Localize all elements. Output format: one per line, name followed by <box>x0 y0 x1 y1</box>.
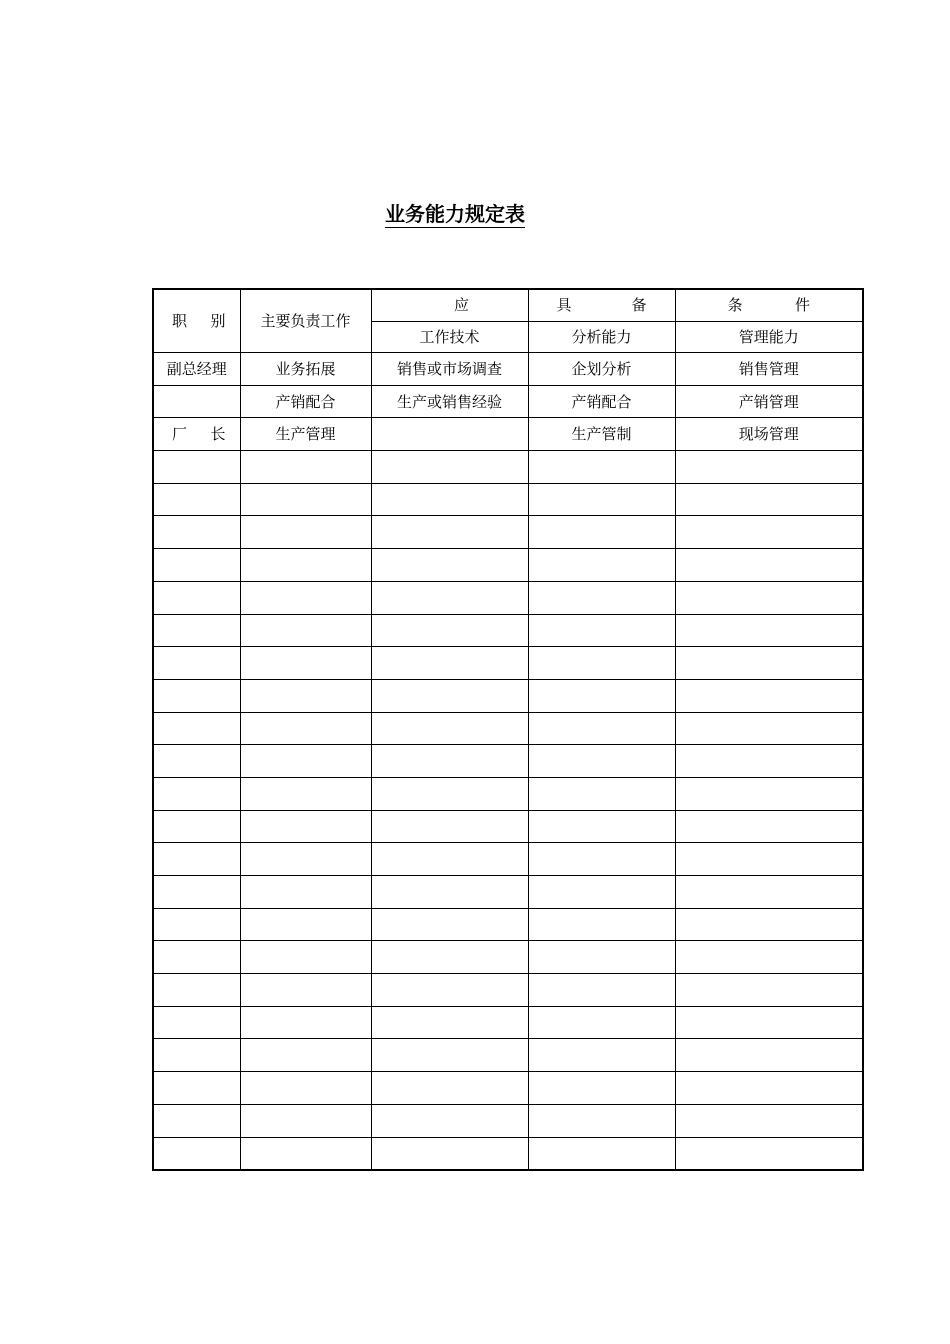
empty-cell <box>675 679 863 712</box>
empty-cell <box>528 549 675 582</box>
header-analysis: 分析能力 <box>528 321 675 353</box>
empty-cell <box>371 941 528 974</box>
empty-cell <box>528 647 675 680</box>
header-group-2: 具 备 <box>528 289 675 321</box>
empty-cell <box>675 1137 863 1170</box>
empty-cell <box>675 516 863 549</box>
empty-cell <box>675 876 863 909</box>
header-management: 管理能力 <box>675 321 863 353</box>
empty-row <box>153 581 863 614</box>
empty-cell <box>528 1072 675 1105</box>
empty-row <box>153 908 863 941</box>
empty-cell <box>528 679 675 712</box>
empty-row <box>153 614 863 647</box>
empty-cell <box>153 451 240 484</box>
empty-cell <box>371 745 528 778</box>
empty-cell <box>153 876 240 909</box>
cell-tech <box>371 418 528 451</box>
cell-management: 销售管理 <box>675 353 863 386</box>
empty-cell <box>240 549 371 582</box>
empty-cell <box>371 810 528 843</box>
empty-cell <box>240 745 371 778</box>
empty-cell <box>153 810 240 843</box>
empty-cell <box>371 516 528 549</box>
empty-row <box>153 876 863 909</box>
empty-row <box>153 941 863 974</box>
empty-cell <box>675 908 863 941</box>
empty-cell <box>240 1104 371 1137</box>
empty-cell <box>675 451 863 484</box>
empty-row <box>153 1072 863 1105</box>
cell-analysis: 企划分析 <box>528 353 675 386</box>
empty-cell <box>675 1104 863 1137</box>
empty-cell <box>240 679 371 712</box>
cell-tech: 销售或市场调查 <box>371 353 528 386</box>
table-row <box>153 353 863 386</box>
empty-cell <box>240 451 371 484</box>
empty-cell <box>240 777 371 810</box>
empty-cell <box>371 712 528 745</box>
empty-cell <box>240 1072 371 1105</box>
empty-cell <box>675 941 863 974</box>
empty-cell <box>528 876 675 909</box>
cell-management: 现场管理 <box>675 418 863 451</box>
empty-cell <box>240 647 371 680</box>
empty-cell <box>153 614 240 647</box>
empty-cell <box>675 1039 863 1072</box>
empty-cell <box>371 908 528 941</box>
empty-cell <box>528 614 675 647</box>
empty-cell <box>675 777 863 810</box>
empty-cell <box>528 908 675 941</box>
empty-cell <box>371 647 528 680</box>
empty-cell <box>240 483 371 516</box>
empty-cell <box>153 1072 240 1105</box>
empty-cell <box>240 1039 371 1072</box>
empty-cell <box>153 647 240 680</box>
empty-cell <box>371 777 528 810</box>
empty-cell <box>675 581 863 614</box>
empty-cell <box>528 1104 675 1137</box>
empty-cell <box>153 908 240 941</box>
cell-tech: 生产或销售经验 <box>371 385 528 418</box>
empty-cell <box>153 1039 240 1072</box>
empty-cell <box>675 483 863 516</box>
empty-row <box>153 1137 863 1170</box>
empty-row <box>153 1006 863 1039</box>
empty-cell <box>528 516 675 549</box>
empty-row <box>153 549 863 582</box>
empty-cell <box>371 876 528 909</box>
empty-cell <box>153 1006 240 1039</box>
empty-cell <box>371 549 528 582</box>
empty-cell <box>153 483 240 516</box>
empty-cell <box>528 1006 675 1039</box>
empty-cell <box>371 974 528 1007</box>
business-ability-table <box>152 288 864 1171</box>
empty-cell <box>528 843 675 876</box>
empty-cell <box>675 843 863 876</box>
cell-position: 厂 长 <box>153 418 240 451</box>
cell-duty: 产销配合 <box>240 385 371 418</box>
table-row <box>153 418 863 451</box>
empty-cell <box>240 581 371 614</box>
header-group-3: 条 件 <box>675 289 863 321</box>
empty-cell <box>153 1137 240 1170</box>
empty-row <box>153 647 863 680</box>
empty-cell <box>153 712 240 745</box>
empty-cell <box>371 679 528 712</box>
empty-cell <box>528 451 675 484</box>
empty-row <box>153 679 863 712</box>
empty-cell <box>371 451 528 484</box>
cell-position <box>153 385 240 418</box>
empty-cell <box>528 941 675 974</box>
empty-cell <box>675 1006 863 1039</box>
empty-cell <box>371 581 528 614</box>
empty-cell <box>153 843 240 876</box>
empty-row <box>153 843 863 876</box>
empty-cell <box>240 843 371 876</box>
header-main-duty: 主要负责工作 <box>240 289 371 353</box>
empty-row <box>153 1039 863 1072</box>
empty-cell <box>528 712 675 745</box>
empty-cell <box>153 941 240 974</box>
empty-cell <box>153 679 240 712</box>
empty-cell <box>371 1006 528 1039</box>
cell-analysis: 产销配合 <box>528 385 675 418</box>
empty-cell <box>371 1072 528 1105</box>
empty-cell <box>240 712 371 745</box>
empty-cell <box>528 810 675 843</box>
empty-cell <box>528 745 675 778</box>
empty-row <box>153 810 863 843</box>
empty-cell <box>240 941 371 974</box>
header-work-tech: 工作技术 <box>371 321 528 353</box>
empty-cell <box>240 974 371 1007</box>
document-title: 业务能力规定表 <box>385 202 525 226</box>
empty-cell <box>675 549 863 582</box>
empty-cell <box>153 581 240 614</box>
empty-cell <box>528 777 675 810</box>
empty-cell <box>528 974 675 1007</box>
empty-row <box>153 483 863 516</box>
empty-cell <box>675 1072 863 1105</box>
empty-cell <box>371 483 528 516</box>
empty-cell <box>240 908 371 941</box>
header-row-1 <box>153 289 863 321</box>
empty-cell <box>153 745 240 778</box>
empty-cell <box>675 810 863 843</box>
empty-cell <box>153 1104 240 1137</box>
empty-row <box>153 777 863 810</box>
empty-row <box>153 745 863 778</box>
empty-cell <box>675 647 863 680</box>
empty-cell <box>153 516 240 549</box>
empty-cell <box>528 483 675 516</box>
cell-duty: 生产管理 <box>240 418 371 451</box>
empty-cell <box>371 843 528 876</box>
empty-row <box>153 1104 863 1137</box>
empty-cell <box>240 876 371 909</box>
empty-cell <box>528 1137 675 1170</box>
empty-cell <box>153 549 240 582</box>
empty-cell <box>240 810 371 843</box>
empty-cell <box>675 712 863 745</box>
empty-cell <box>153 777 240 810</box>
header-position: 职 别 <box>153 289 240 353</box>
cell-management: 产销管理 <box>675 385 863 418</box>
cell-position: 副总经理 <box>153 353 240 386</box>
empty-cell <box>371 614 528 647</box>
empty-cell <box>528 581 675 614</box>
empty-row <box>153 451 863 484</box>
empty-cell <box>240 614 371 647</box>
empty-cell <box>675 614 863 647</box>
empty-cell <box>675 974 863 1007</box>
empty-cell <box>371 1104 528 1137</box>
empty-cell <box>240 516 371 549</box>
empty-cell <box>371 1039 528 1072</box>
empty-cell <box>371 1137 528 1170</box>
cell-analysis: 生产管制 <box>528 418 675 451</box>
empty-cell <box>240 1006 371 1039</box>
header-group-1: 应 <box>371 289 528 321</box>
cell-duty: 业务拓展 <box>240 353 371 386</box>
empty-cell <box>528 1039 675 1072</box>
empty-cell <box>240 1137 371 1170</box>
table-row <box>153 385 863 418</box>
empty-cell <box>675 745 863 778</box>
empty-row <box>153 712 863 745</box>
empty-cell <box>153 974 240 1007</box>
empty-row <box>153 516 863 549</box>
empty-row <box>153 974 863 1007</box>
